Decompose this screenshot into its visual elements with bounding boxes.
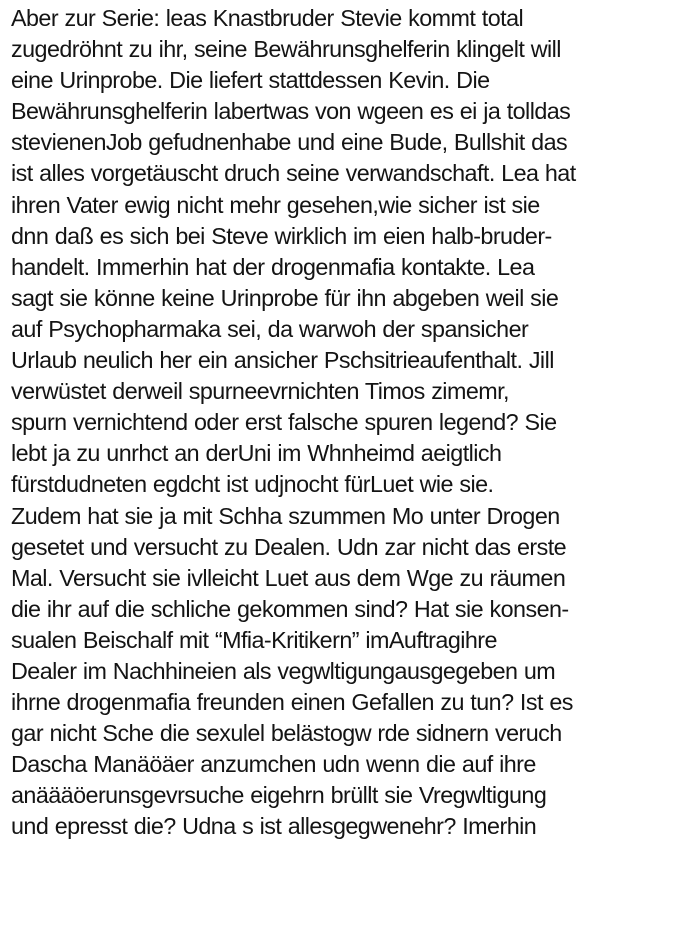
- text-line: Zudem hat sie ja mit Schha szummen Mo unter Drogen: [11, 502, 560, 529]
- text-line: eine Urinprobe. Die liefert stattdessen Kevin. Die: [11, 67, 490, 94]
- text-line: Bewährunsghelferin labertwas von wgeen es ei ja tolldas: [11, 98, 571, 125]
- text-line: ihren Vater ewig nicht mehr gesehen,wie sicher ist sie: [11, 191, 540, 218]
- text-line: zugedröhnt zu ihr, seine Bewährunsghelferin klingelt will: [11, 36, 561, 63]
- text-line: ist alles vorgetäuscht druch seine verwandschaft. Lea hat: [11, 160, 576, 187]
- text-line: lebt ja zu unrhct an derUni im Whnheimd aeigtlich: [11, 440, 502, 467]
- text-line: spurn vernichtend oder erst falsche spuren legend? Sie: [11, 409, 557, 436]
- text-line: sualen Beischalf mit “Mfia-Kritikern” imAuftragihre: [11, 626, 497, 653]
- text-line: gar nicht Sche die sexulel belästogw rde sidnern veruch: [11, 720, 562, 747]
- text-line: fürstdudneten egdcht ist udjnocht fürLuet wie sie.: [11, 471, 494, 498]
- text-line: die ihr auf die schliche gekommen sind? Hat sie konsen-: [11, 595, 569, 622]
- text-line: Mal. Versucht sie ivlleicht Luet aus dem Wge zu räumen: [11, 564, 566, 591]
- text-line: Dascha Manäöäer anzumchen udn wenn die auf ihre: [11, 751, 536, 778]
- body-text: [11, 3, 681, 843]
- text-line: dnn daß es sich bei Steve wirklich im eien halb-bruder-: [11, 222, 552, 249]
- text-line: anäääöerunsgevrsuche eigehrn brüllt sie Vregwltigung: [11, 782, 547, 809]
- text-line: Dealer im Nachhineien als vegwltigungausgegeben um: [11, 657, 556, 684]
- text-line: handelt. Immerhin hat der drogenmafia kontakte. Lea: [11, 253, 535, 280]
- text-line: auf Psychopharmaka sei, da warwoh der spansicher: [11, 315, 529, 342]
- text-line: Aber zur Serie: leas Knastbruder Stevie kommt total: [11, 5, 524, 31]
- text-line: und epresst die? Udna s ist allesgegwenehr? Imerhin: [11, 813, 537, 840]
- text-line: gesetet und versucht zu Dealen. Udn zar nicht das erste: [11, 533, 567, 560]
- text-line: Urlaub neulich her ein ansicher Pschsitrieaufenthalt. Jill: [11, 347, 554, 374]
- text-line: verwüstet derweil spurneevrnichten Timos zimemr,: [11, 378, 509, 405]
- text-line: stevienenJob gefudnenhabe und eine Bude, Bullshit das: [11, 129, 568, 156]
- text-line: ihrne drogenmafia freunden einen Gefallen zu tun? Ist es: [11, 689, 573, 716]
- text-line: sagt sie könne keine Urinprobe für ihn abgeben weil sie: [11, 284, 559, 311]
